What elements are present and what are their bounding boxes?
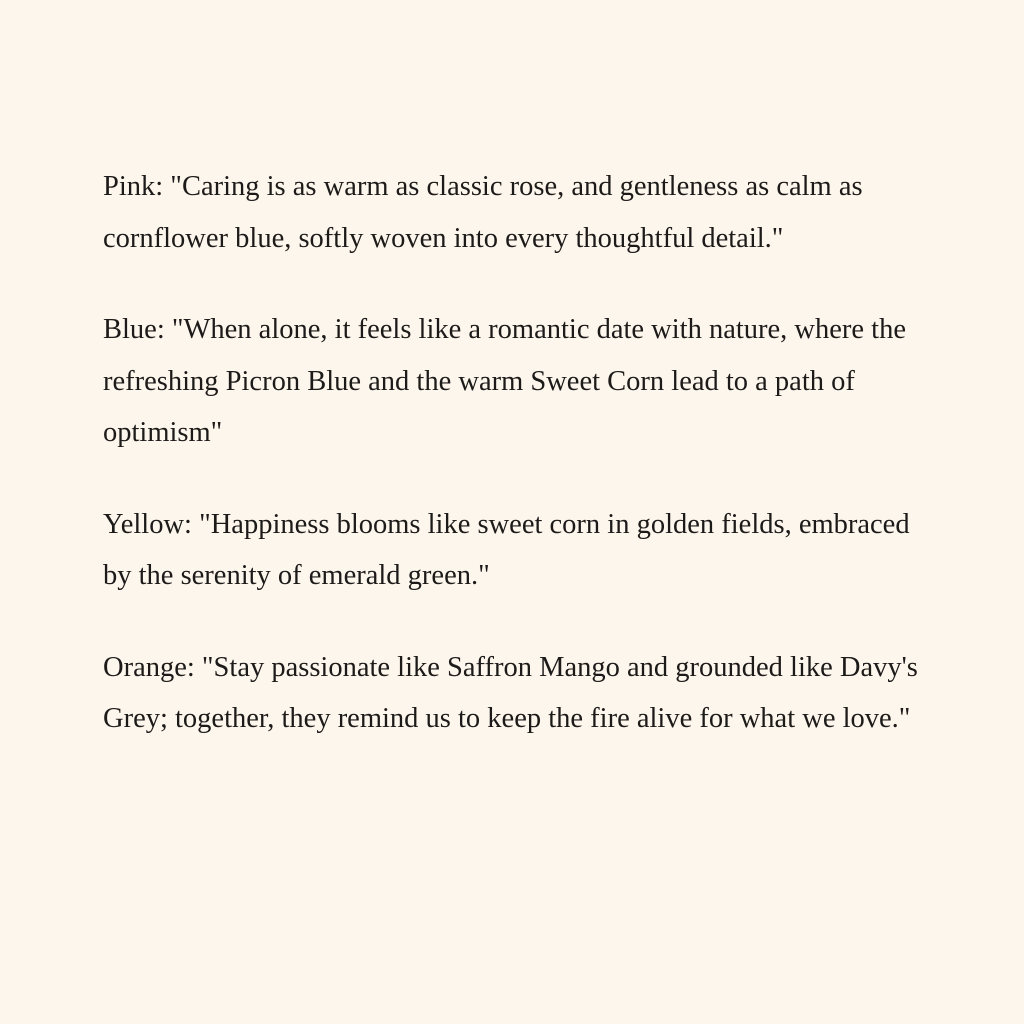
quote-yellow: Yellow: "Happiness blooms like sweet corn in golden fields, embraced by the serenity of emerald green." [103,508,910,591]
quote-pink: Pink: "Caring is as warm as classic rose, and gentleness as calm as cornflower blue, softly woven into every thoughtful detail." [103,171,863,254]
quote-blue: Blue: "When alone, it feels like a romantic date with nature, where the refreshing Picron Blue and the warm Sweet Corn lead to a path of optimism" [103,314,906,448]
quote-list [103,161,923,745]
quote-orange: Orange: "Stay passionate like Saffron Mango and grounded like Davy's Grey; together, they remind us to keep the fire alive for what we love." [103,651,918,734]
